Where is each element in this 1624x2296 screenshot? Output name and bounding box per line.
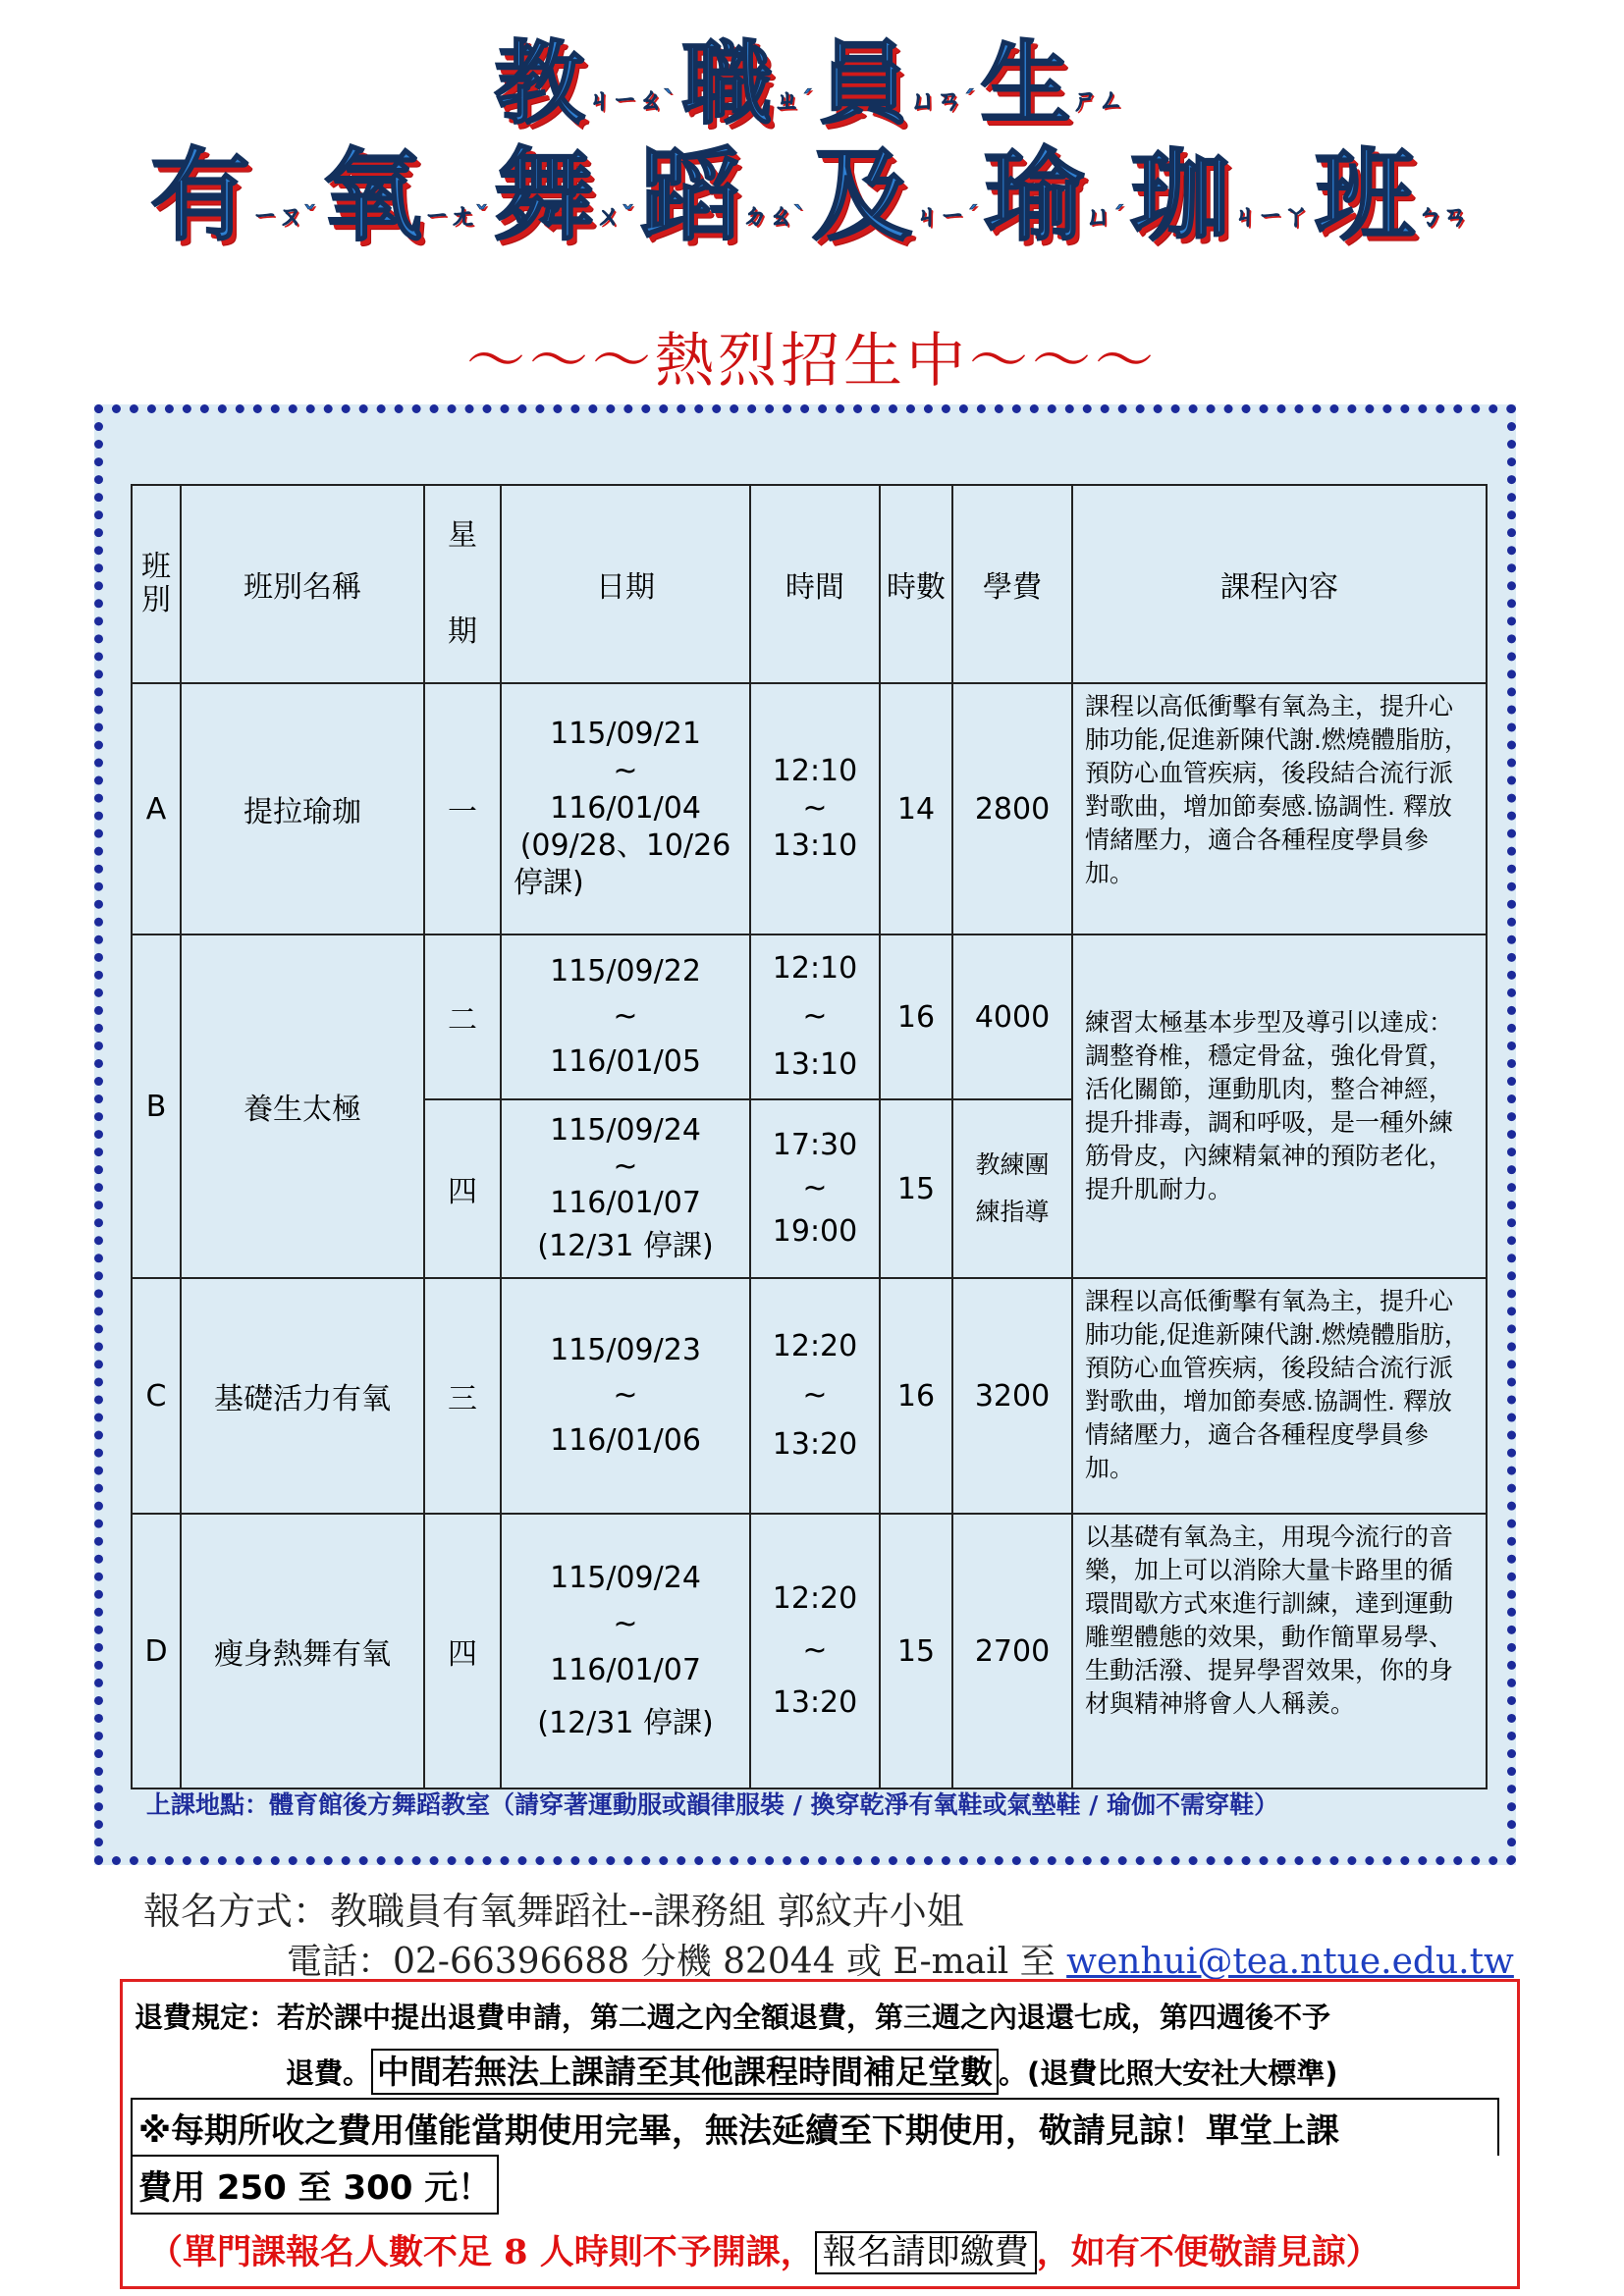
header-row [132, 485, 1487, 683]
header-weekday: 星 期 [424, 485, 501, 683]
times: 12:10 ~ 13:10 [750, 683, 880, 934]
times: 12:10 ~ 13:10 [750, 934, 880, 1099]
title-char: 瑜ㄩˊ [984, 138, 1125, 255]
header-class-id: 班 別 [132, 485, 181, 683]
fee: 2800 [952, 683, 1072, 934]
refund-policy-box [120, 1979, 1520, 2289]
class-id: A [132, 683, 181, 934]
weekday: 四 [424, 1099, 501, 1278]
class-name: 瘦身熱舞有氧 [181, 1514, 424, 1789]
title-char: 蹈ㄉㄠˋ [639, 138, 806, 255]
course-content: 以基礎有氧為主，用現今流行的音樂，加上可以消除大量卡路里的循環間歇方式來進行訓練，達到運動雕塑體態的效果，動作簡單易學、生動活潑、提昇學習效果，你的身材與精神將會人人稱羨。 [1072, 1514, 1487, 1789]
header-time: 時間 [750, 485, 880, 683]
schedule-panel [94, 404, 1516, 1865]
times: 17:30 ~ 19:00 [750, 1099, 880, 1278]
title-char: 班ㄅㄢ [1315, 138, 1469, 255]
fee: 4000 [952, 934, 1072, 1099]
title-line-2 [0, 138, 1624, 255]
dates: 115/09/24 ~ 116/01/07 (12/31 停課) [501, 1099, 750, 1278]
phone-text: 電話：02-66396688 分機 82044 或 E-mail 至 [287, 1942, 1056, 1982]
registration-method: 報名方式：教職員有氧舞蹈社--課務組 郭紋卉小姐 [143, 1890, 964, 1933]
weekday: 四 [424, 1514, 501, 1789]
class-name: 養生太極 [181, 934, 424, 1278]
fee: 教練團 練指導 [952, 1099, 1072, 1278]
hours: 16 [880, 1278, 952, 1514]
weekday: 一 [424, 683, 501, 934]
header-content: 課程內容 [1072, 485, 1487, 683]
header-class-name: 班別名稱 [181, 485, 424, 683]
hours: 16 [880, 934, 952, 1099]
table-row [132, 683, 1487, 934]
subtitle: ～～～熱烈招生中～～～ [466, 327, 1158, 396]
fee: 3200 [952, 1278, 1072, 1514]
dates: 115/09/22 ~ 116/01/05 [501, 934, 750, 1099]
class-name: 基礎活力有氧 [181, 1278, 424, 1514]
table-row [132, 1514, 1487, 1789]
class-id: D [132, 1514, 181, 1789]
weekday: 三 [424, 1278, 501, 1514]
email-link[interactable]: wenhui@tea.ntue.edu.tw [1066, 1942, 1514, 1982]
title-char: 生ㄕㄥ [980, 31, 1124, 136]
title-char: 員ㄩㄢˊ [818, 31, 975, 136]
title-char: 氧ㄧㄤˇ [321, 138, 488, 255]
title-char: 珈ㄐㄧㄚ [1130, 138, 1310, 255]
refund-line-3: ※每期所收之費用僅能當期使用完畢，無法延續至下期使用，敬請見諒！單堂上課 [131, 2098, 1499, 2156]
table-row [132, 1278, 1487, 1514]
fee: 2700 [952, 1514, 1072, 1789]
course-content: 課程以高低衝擊有氧為主，提升心肺功能,促進新陳代謝.燃燒體脂肪，預防心血管疾病，後段結合流行派對歌曲，增加節奏感.協調性. 釋放情緒壓力，適合各種程度學員參加。 [1072, 683, 1487, 934]
title-char: 舞ㄨˇ [493, 138, 634, 255]
dates: 115/09/24 ~ 116/01/07 (12/31 停課) [501, 1514, 750, 1789]
title-char: 及ㄐㄧˊ [812, 138, 979, 255]
title-char: 職ㄓˊ [681, 31, 813, 136]
hours: 15 [880, 1514, 952, 1789]
pay-notice: 報名請即繳費 [815, 2231, 1037, 2274]
title-char: 有ㄧㄡˇ [149, 138, 316, 255]
times: 12:20 ~ 13:20 [750, 1514, 880, 1789]
table-row [132, 934, 1487, 1099]
refund-line-1: 退費規定：若於課中提出退費申請，第二週之內全額退費，第三週之內退還七成，第四週後不予 [135, 2001, 1331, 2034]
refund-line-5: （單門課報名人數不足 8 人時則不予開課， 報名請即繳費 ，如有不便敬請見諒） [148, 2232, 1380, 2272]
schedule-table [131, 484, 1488, 1789]
course-content: 練習太極基本步型及導引以達成：調整脊椎，穩定骨盆，強化骨質，活化關節，運動肌肉，整合神經，提升排毒，調和呼吸，是一種外練筋骨皮，內練精氣神的預防老化，提升肌耐力。 [1072, 934, 1487, 1278]
class-name: 提拉瑜珈 [181, 683, 424, 934]
class-location: 上課地點：體育館後方舞蹈教室（請穿著運動服或韻律服裝 / 換穿乾淨有氧鞋或氣墊鞋 / 瑜伽不需穿鞋） [146, 1790, 1279, 1819]
header-fee: 學費 [952, 485, 1072, 683]
hours: 15 [880, 1099, 952, 1278]
times: 12:20 ~ 13:20 [750, 1278, 880, 1514]
class-id: C [132, 1278, 181, 1514]
refund-line-4: 費用 250 至 300 元！ [131, 2155, 499, 2215]
title-char: 教ㄐㄧㄠˋ [494, 31, 677, 136]
header-date: 日期 [501, 485, 750, 683]
course-content: 課程以高低衝擊有氧為主，提升心肺功能,促進新陳代謝.燃燒體脂肪，預防心血管疾病，後段結合流行派對歌曲，增加節奏感.協調性. 釋放情緒壓力，適合各種程度學員參加。 [1072, 1278, 1487, 1514]
header-hours: 時數 [880, 485, 952, 683]
hours: 14 [880, 683, 952, 934]
weekday: 二 [424, 934, 501, 1099]
title-line-1 [0, 31, 1624, 136]
makeup-notice: 中間若無法上課請至其他課程時間補足堂數 [371, 2049, 999, 2095]
class-id: B [132, 934, 181, 1278]
registration-contact [287, 1934, 1514, 1984]
dates: 115/09/23 ~ 116/01/06 [501, 1278, 750, 1514]
refund-line-2: 退費。 中間若無法上課請至其他課程時間補足堂數 。(退費比照大安社大標準) [286, 2047, 1338, 2093]
dates: 115/09/21 ~ 116/01/04 (09/28、10/26 停課) [501, 683, 750, 934]
